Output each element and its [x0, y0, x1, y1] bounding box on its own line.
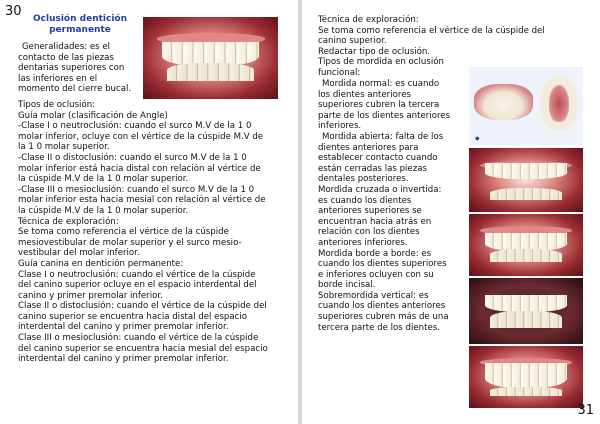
- text-line: Clase II o distoclusión: cuando el vértice de la cúspide del: [18, 301, 267, 312]
- text-line: del canino superior se encuentra hacia mesial del espacio: [18, 343, 268, 354]
- dental-model-illustration: [469, 67, 583, 145]
- text-line: funcional:: [318, 67, 361, 78]
- text-line: Técnica de exploración:: [18, 216, 119, 227]
- intro-line: contacto de las piezas: [18, 52, 114, 63]
- publisher-logo: ◆: [475, 135, 480, 142]
- photo-crossbite: [469, 214, 583, 276]
- text-line: Redactar tipo de oclusión.: [318, 46, 431, 57]
- text-line: establecer contacto cuando: [318, 153, 438, 164]
- section-title: [24, 14, 136, 35]
- text-line: inferiores.: [318, 121, 362, 132]
- left-page: [0, 0, 298, 424]
- text-line: la 1 0 molar superior.: [18, 142, 110, 153]
- text-line: cuando los dientes superiores: [318, 259, 447, 270]
- photo-open-bite: [469, 148, 583, 212]
- text-line: encuentran hacia atrás en: [318, 216, 432, 227]
- intro-line: Generalidades: es el: [22, 42, 110, 52]
- text-line: -Clase III o mesioclusión: cuando el surco M.V de la 1 0: [18, 184, 255, 195]
- text-line: Se toma como referencia el vértice de la cúspide: [18, 227, 229, 238]
- text-line: superiores cubren la tercera: [318, 100, 440, 111]
- text-line: canino superior se encuentra hacia distal del espacio: [18, 311, 248, 322]
- text-line: molar inferior está hacia distal con relación al vértice de: [18, 163, 261, 174]
- text-line: del canino superior ocluye en el espacio interdental del: [18, 280, 257, 291]
- text-line: los dientes anteriores: [318, 89, 411, 100]
- text-line: Mordida abierta: falta de los: [322, 131, 444, 142]
- intro-line: momento del cierre bucal.: [18, 84, 132, 95]
- intro-line: las inferiores en el: [18, 73, 98, 84]
- text-line: la cúspide M.V de la 1 0 molar superior.: [18, 205, 189, 216]
- text-line: Mordida cruzada o invertida:: [318, 184, 442, 195]
- text-line: están cerradas las piezas: [318, 163, 427, 174]
- text-line: la cúspide M.V de la 1 0 molar superior.: [18, 174, 189, 185]
- text-line: interdental del canino y primer premolar inferior.: [18, 354, 229, 365]
- text-line: anteriores superiores se: [318, 206, 422, 217]
- text-line: canino superior.: [318, 36, 387, 47]
- text-line: Tipos de mordida en oclusión: [318, 57, 444, 68]
- text-line: anteriores inferiores.: [318, 237, 408, 248]
- text-line: dientes anteriores para: [318, 142, 419, 153]
- bite-types-text: [318, 79, 468, 333]
- text-line: cuando los dientes anteriores: [318, 301, 446, 312]
- text-line: Clase I o neutroclusión: cuando el vértice de la cúspide: [18, 269, 256, 280]
- text-line: relación con los dientes: [318, 227, 420, 238]
- text-line: tercera parte de los dientes.: [318, 322, 440, 333]
- photo-edge-to-edge-bite: [469, 278, 583, 344]
- text-line: -Clase I o neutroclusión: cuando el surco M.V de la 1 0: [18, 121, 252, 132]
- intro-line: dentarias superiores con: [18, 63, 125, 74]
- generalities-paragraph: [18, 42, 143, 95]
- text-line: dentales posteriores.: [318, 174, 409, 185]
- text-line: Mordida borde a borde: es: [318, 248, 432, 259]
- title-line-1: Oclusión dentición: [33, 14, 127, 24]
- text-line: e inferiores ocluyen con su: [318, 269, 434, 280]
- text-line: molar inferior, ocluye con el vértice de la cúspide M.V de: [18, 131, 264, 142]
- text-line: Sobremordida vertical: es: [318, 290, 429, 301]
- text-line: es cuando los dientes: [318, 195, 412, 206]
- text-line: Mordida normal: es cuando: [322, 79, 440, 89]
- text-line: canino y primer premolar inferior.: [18, 290, 163, 301]
- text-line: parte de los dientes anteriores: [318, 110, 451, 121]
- page-number-left: 30: [5, 4, 22, 19]
- text-line: mesiovestibular de molar superior y el surco mesio-: [18, 237, 242, 248]
- text-line: Clase III o mesioclusión: cuando el vértice de la cúspide: [18, 333, 259, 344]
- text-line: Guía canina en dentición permanente:: [18, 258, 184, 269]
- text-line: borde incisal.: [318, 280, 376, 291]
- right-page: [302, 0, 600, 424]
- photo-normal-occlusion: [143, 17, 278, 99]
- text-line: Técnica de exploración:: [318, 15, 419, 25]
- page-number-right: 31: [577, 403, 594, 418]
- text-line: Se toma como referencia el vértice de la cúspide del: [318, 25, 545, 36]
- text-line: Guía molar (clasificación de Angle): [18, 110, 168, 121]
- text-line: Tipos de oclusión:: [18, 100, 96, 110]
- text-line: vestibular del molar inferior.: [18, 248, 140, 259]
- text-line: interdental del canino y primer premolar inferior.: [18, 322, 229, 333]
- text-line: superiores cubren más de una: [318, 312, 449, 323]
- title-line-2: permanente: [49, 24, 111, 35]
- text-line: molar inferior esta hacia mesial con relación al vértice de: [18, 195, 266, 206]
- photo-vertical-overbite: [469, 346, 583, 408]
- occlusion-types-text: [18, 100, 290, 365]
- text-line: -Clase II o distoclusión: cuando el surco M.V de la 1 0: [18, 152, 247, 163]
